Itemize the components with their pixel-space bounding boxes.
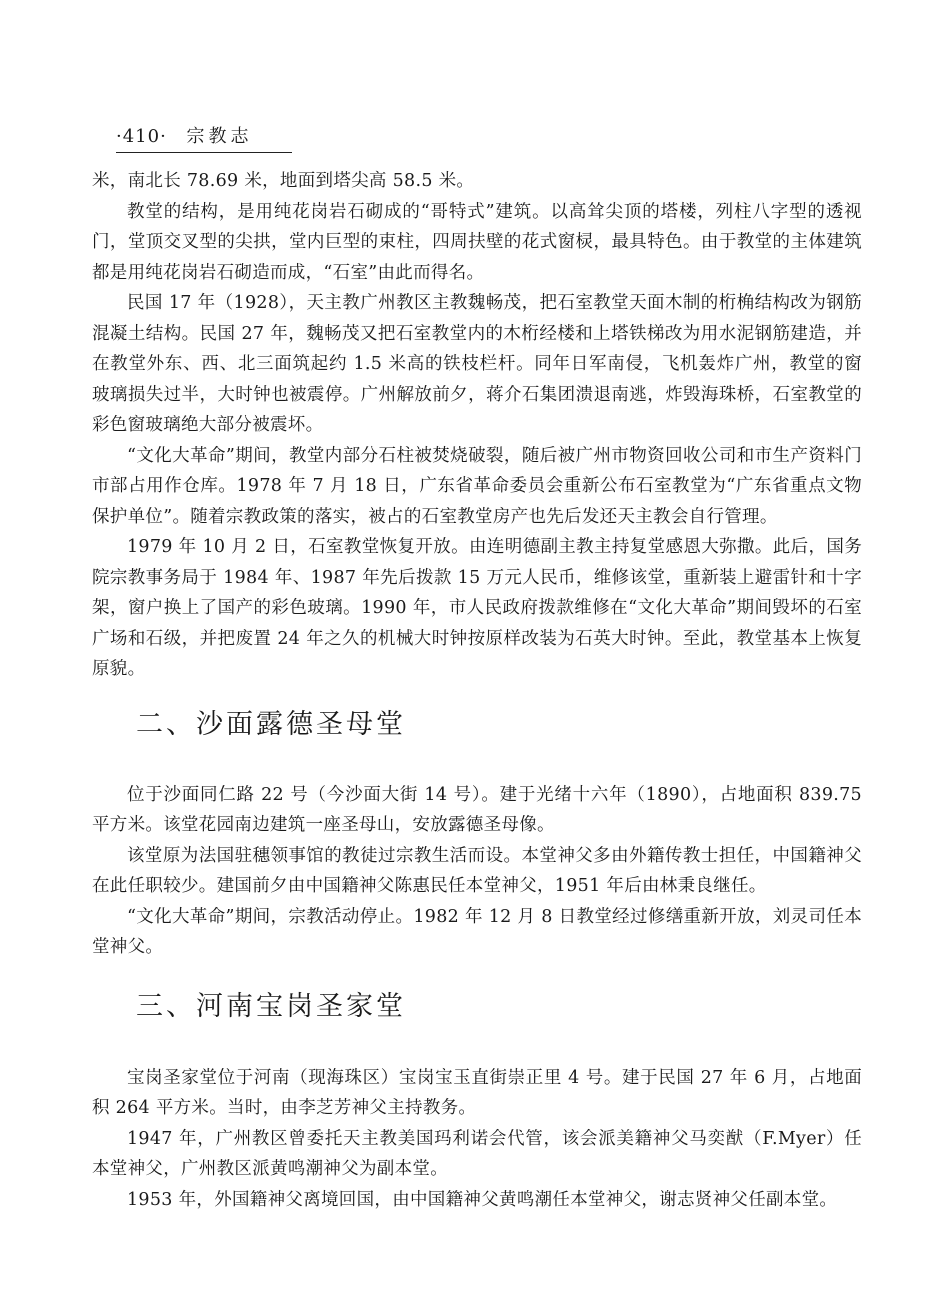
paragraph: “文化大革命”期间，教堂内部分石柱被焚烧破裂，随后被广州市物资回收公司和市生产资料门市部占用作仓库。1978 年 7 月 18 日，广东省革命委员会重新公布石室教堂为“广东省重点文物保护单位”。随着宗教政策的落实，被占的石室教堂房产也先后发还天主教会自行管理。 xyxy=(92,445,862,527)
paragraph: 该堂原为法国驻穗领事馆的教徒过宗教生活而设。本堂神父多由外籍传教士担任，中国籍神父在此任职较少。建国前夕由中国籍神父陈惠民任本堂神父，1951 年后由林秉良继任。 xyxy=(92,845,862,896)
paragraph: 位于沙面同仁路 22 号（今沙面大街 14 号）。建于光绪十六年（1890），占地面积 839.75 平方米。该堂花园南边建筑一座圣母山，安放露德圣母像。 xyxy=(92,784,862,835)
paragraph: 1947 年，广州教区曾委托天主教美国玛利诺会代管，该会派美籍神父马奕猷（F.Myer）任本堂神父，广州教区派黄鸣潮神父为副本堂。 xyxy=(92,1128,862,1179)
section-heading-shamian: 二、沙面露德圣母堂 xyxy=(136,708,406,740)
paragraph: 教堂的结构，是用纯花岗岩石砌成的“哥特式”建筑。以高耸尖顶的塔楼，列柱八字型的透视门，堂顶交叉型的尖拱，堂内巨型的束柱，四周扶壁的花式窗棂，最具特色。由于教堂的主体建筑都是用纯花岗岩石砌造而成，“石室”由此而得名。 xyxy=(92,201,862,283)
page-number: ·410· xyxy=(116,126,167,147)
section-heading-baogang: 三、河南宝岗圣家堂 xyxy=(136,990,406,1022)
paragraph: 1979 年 10 月 2 日，石室教堂恢复开放。由连明德副主教主持复堂感恩大弥撒。此后，国务院宗教事务局于 1984 年、1987 年先后拨款 15 万元人民币，维修该堂，重新装上避雷针和十字架，窗户换上了国产的彩色玻璃。1990 年，市人民政府拨款维修在“文化大革命”期间毁坏的石室广场和石级，并把废置 24 年之久的机械大时钟按原样改装为石英大时钟。至此，教堂基本上恢复原貌。 xyxy=(92,537,862,679)
page-body xyxy=(92,166,862,1215)
section-heading-wrapper xyxy=(92,989,862,1025)
running-header xyxy=(116,124,292,153)
paragraph: 民国 17 年（1928），天主教广州教区主教魏畅茂，把石室教堂天面木制的桁桷结构改为钢筋混凝土结构。民国 27 年，魏畅茂又把石室教堂内的木桁经楼和上塔铁梯改为用水泥钢筋建造，并在教堂外东、西、北三面筑起约 1.5 米高的铁枝栏杆。同年日军南侵，飞机轰炸广州，教堂的窗玻璃损失过半，大时钟也被震停。广州解放前夕，蒋介石集团溃退南逃，炸毁海珠桥，石室教堂的彩色窗玻璃绝大部分被震坏。 xyxy=(92,293,862,435)
book-title: 宗教志 xyxy=(186,126,253,147)
paragraph: 1953 年，外国籍神父离境回国，由中国籍神父黄鸣潮任本堂神父，谢志贤神父任副本堂。 xyxy=(127,1189,838,1210)
continued-paragraph: 米，南北长 78.69 米，地面到塔尖高 58.5 米。 xyxy=(92,171,475,191)
section-heading-wrapper xyxy=(92,707,862,743)
paragraph: “文化大革命”期间，宗教活动停止。1982 年 12 月 8 日教堂经过修缮重新开放，刘灵司任本堂神父。 xyxy=(92,906,862,957)
paragraph: 宝岗圣家堂位于河南（现海珠区）宝岗宝玉直街崇正里 4 号。建于民国 27 年 6 月，占地面积 264 平方米。当时，由李芝芳神父主持教务。 xyxy=(92,1067,862,1118)
